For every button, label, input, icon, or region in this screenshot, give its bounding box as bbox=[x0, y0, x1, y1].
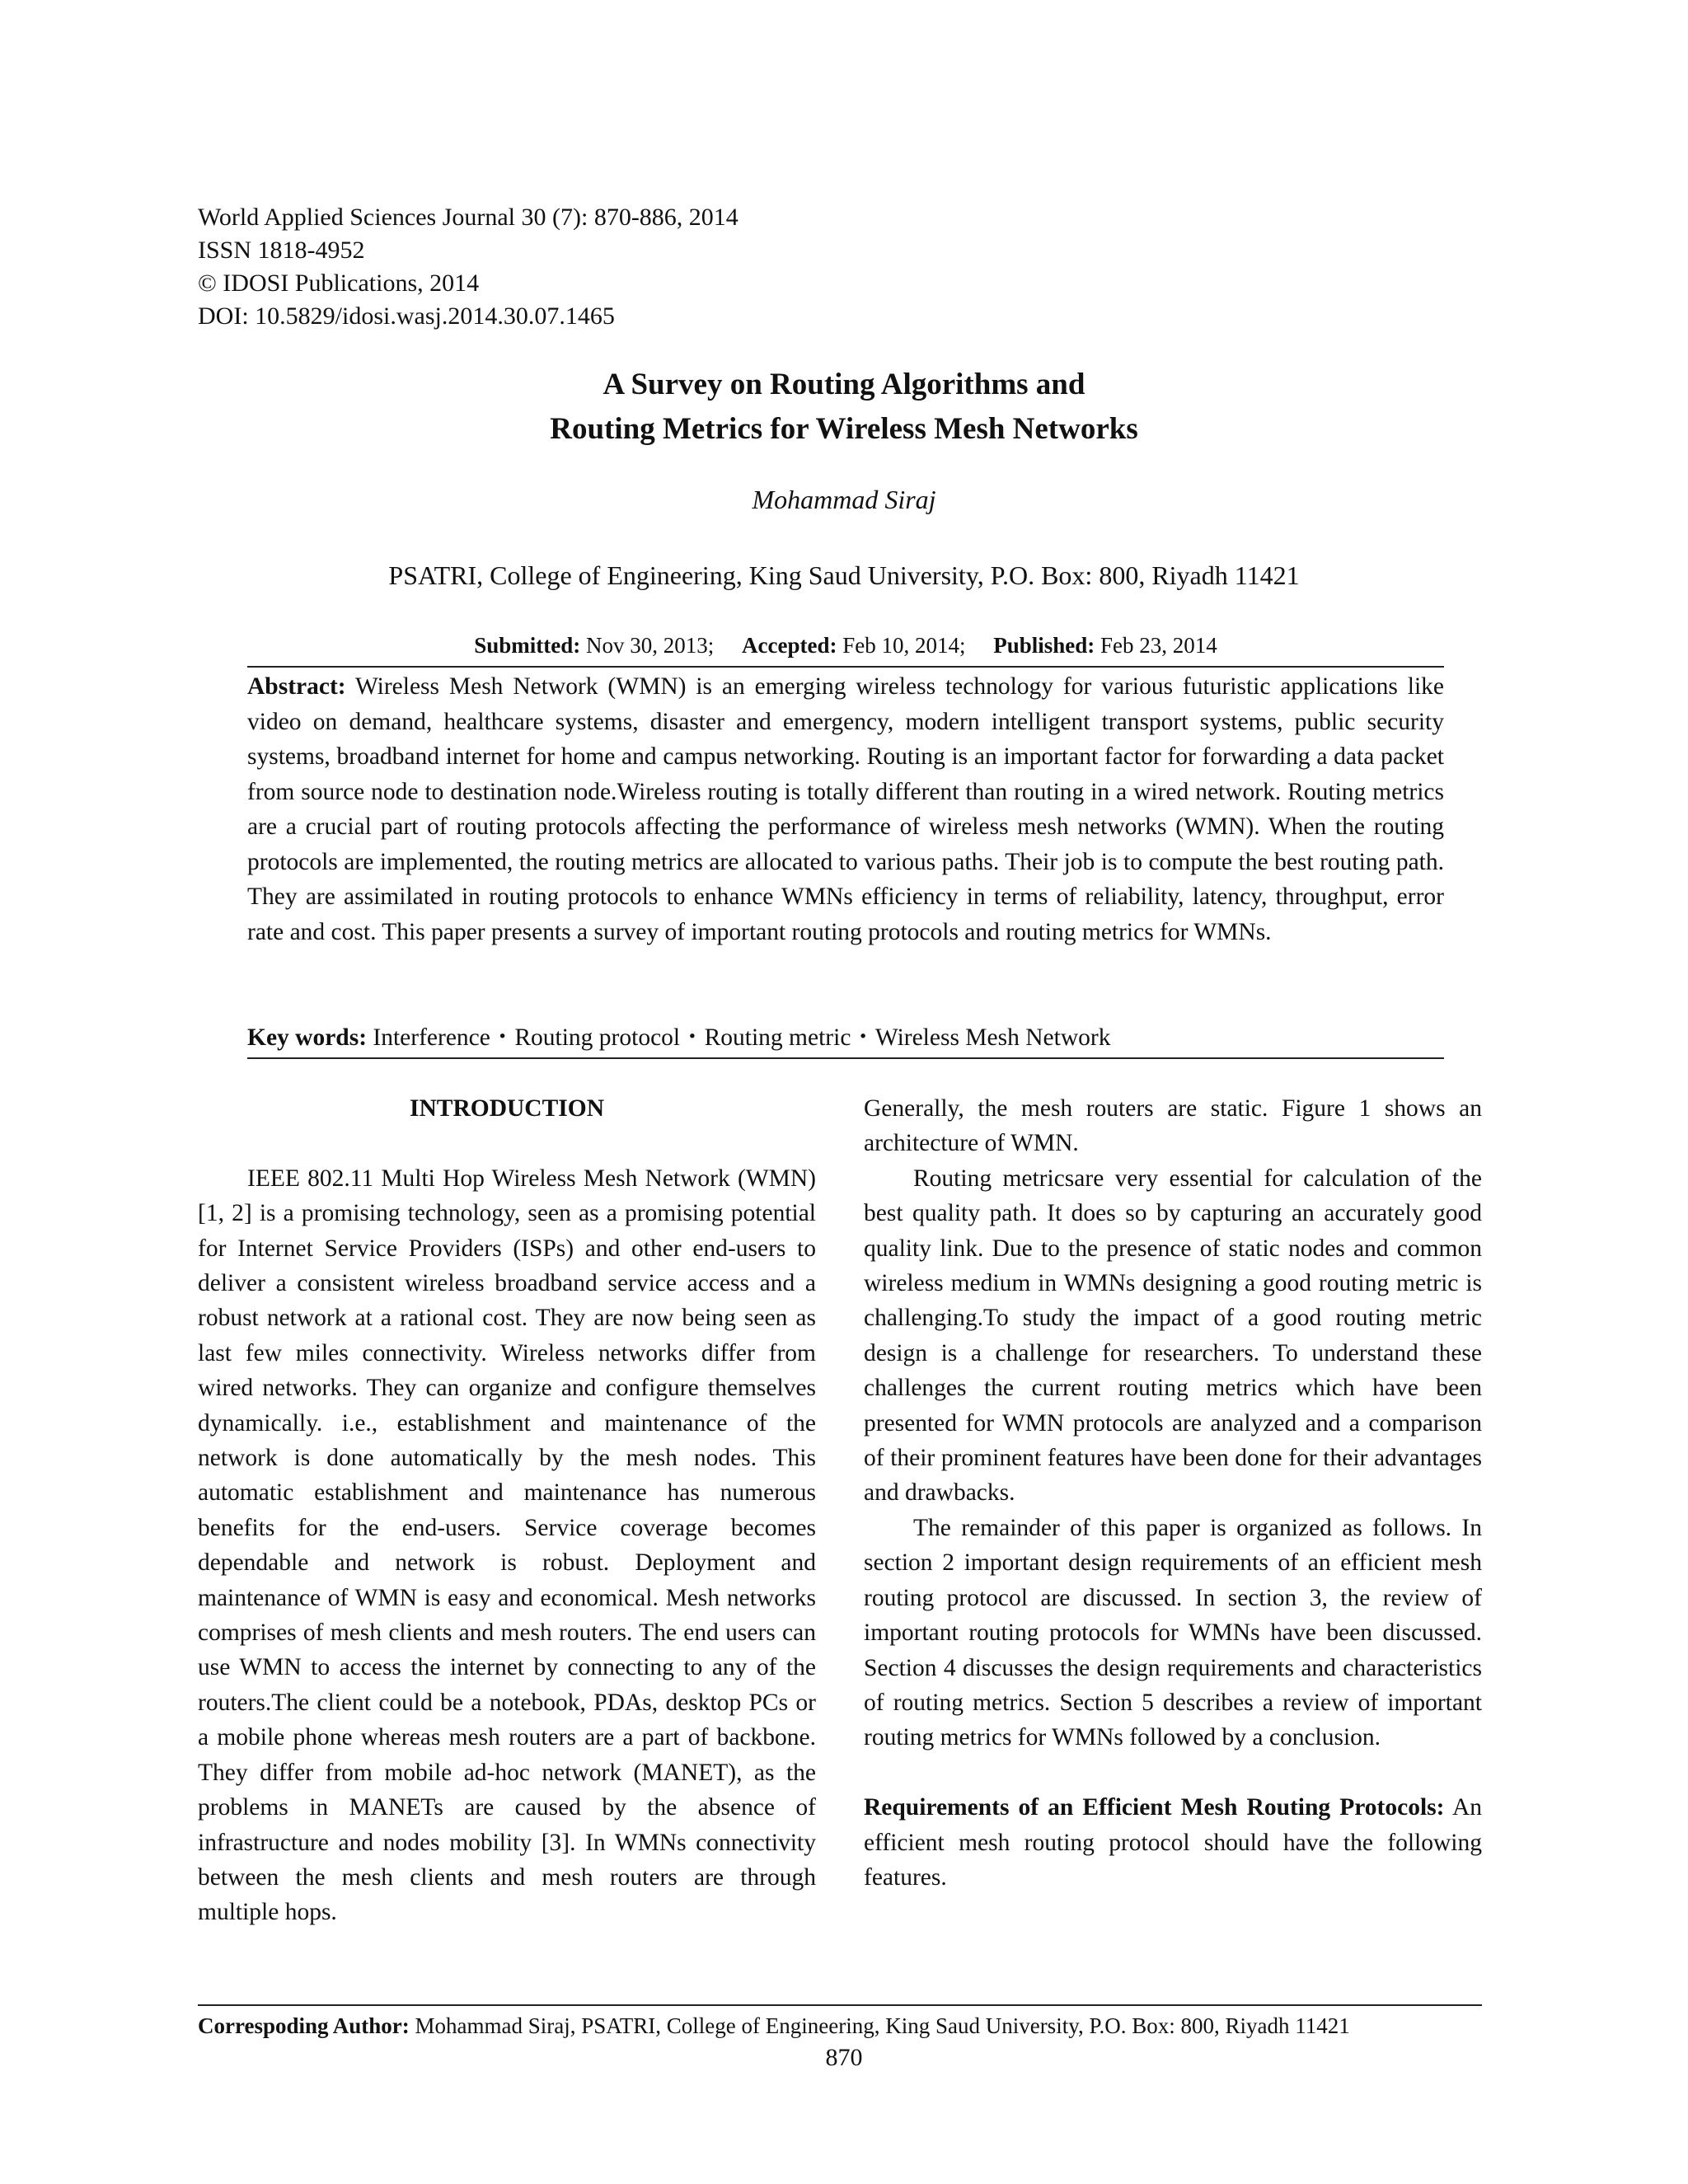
journal-info bbox=[198, 201, 738, 333]
corresponding-author-footnote bbox=[198, 2011, 1482, 2041]
page-number: 870 bbox=[825, 2044, 863, 2071]
section-heading-requirements: Requirements of an Efficient Mesh Routing Protocols: bbox=[864, 1794, 1445, 1821]
footnote-rule bbox=[198, 2004, 1482, 2006]
right-column bbox=[864, 1091, 1482, 1895]
author-name: Mohammad Siraj bbox=[752, 485, 936, 514]
keywords-label: Key words: bbox=[247, 1024, 368, 1051]
intro-paragraph-1: IEEE 802.11 Multi Hop Wireless Mesh Network (WMN) [1, 2] is a promising technology, seen as a promising potential for Internet Service Providers (ISPs) and other end-users to deliver a consistent wireless broadband service access and a robust network at a rational cost. They are now being seen as last few miles connectivity. Wireless networks differ from wired networks. They can organize and configure themselves dynamically. i.e., establishment and maintenance of the network is done automatically by the mesh nodes. This automatic establishment and maintenance has numerous benefits for the end-users. Service coverage becomes dependable and network is robust. Deployment and maintenance of WMN is easy and economical. Mesh networks comprises of mesh clients and mesh routers. The end users can use WMN to access the internet by connecting to any of the routers.The client could be a notebook, PDAs, desktop PCs or a mobile phone whereas mesh routers are a part of backbone. They differ from mobile ad-hoc network (MANET), as the problems in MANETs are caused by the absence of infrastructure and nodes mobility [3]. In WMNs connectivity between the mesh clients and mesh routers are through multiple hops. bbox=[198, 1165, 816, 1926]
journal-doi: DOI: 10.5829/idosi.wasj.2014.30.07.1465 bbox=[198, 302, 615, 330]
accepted-date: Feb 10, 2014; bbox=[842, 633, 966, 658]
published-date: Feb 23, 2014 bbox=[1100, 633, 1217, 658]
paper-title bbox=[0, 363, 1688, 452]
paragraph-gap bbox=[864, 1755, 1482, 1790]
header-rule bbox=[247, 666, 1444, 668]
footnote-text: Mohammad Siraj, PSATRI, College of Engineering, King Saud University, P.O. Box: 800, Riyadh 11421 bbox=[415, 2013, 1350, 2038]
intro-paragraph-3: Routing metricsare very essential for calculation of the best quality path. It does so by capturing an accurately good quality link. Due to the presence of static nodes and common wireless medium in WMNs designing a good routing metric is challenging.To study the impact of a good routing metric design is a challenge for researchers. To understand these challenges the current routing metrics which have been presented for WMN protocols are analyzed and a comparison of their prominent features have been done for their advantages and drawbacks. bbox=[864, 1165, 1482, 1507]
intro-paragraph-4: The remainder of this paper is organized as follows. In section 2 important design requirements of an efficient mesh routing protocol are discussed. In section 3, the review of important routing protocols for WMNs have been discussed. Section 4 discusses the design requirements and characteristics of routing metrics. Section 5 describes a review of important routing metrics for WMNs followed by a conclusion. bbox=[864, 1514, 1482, 1751]
abstract bbox=[247, 669, 1444, 949]
requirements-paragraph bbox=[864, 1790, 1482, 1895]
abstract-text: Wireless Mesh Network (WMN) is an emerging wireless technology for various futuristic applications like video on demand, healthcare systems, disaster and emergency, modern intelligent transport systems, public security systems, broadband internet for home and campus networking. Routing is an important factor for forwarding a data packet from source node to destination node.Wireless routing is totally different than routing in a wired network. Routing metrics are a crucial part of routing protocols affecting the performance of wireless mesh networks (WMN). When the routing protocols are implemented, the routing metrics are allocated to various paths. Their job is to compute the best routing path. They are assimilated in routing protocols to enhance WMNs efficiency in terms of reliability, latency, throughput, error rate and cost. This paper presents a survey of important routing protocols and routing metrics for WMNs. bbox=[247, 673, 1444, 945]
publication-dates bbox=[247, 633, 1444, 658]
journal-issn: ISSN 1818-4952 bbox=[198, 237, 365, 264]
section-heading-introduction: INTRODUCTION bbox=[409, 1095, 605, 1122]
published-label: Published: bbox=[993, 633, 1095, 658]
journal-publisher: © IDOSI Publications, 2014 bbox=[198, 269, 480, 297]
abstract-label: Abstract: bbox=[247, 673, 346, 700]
keywords-text: Interference・Routing protocol・Routing metric・Wireless Mesh Network bbox=[373, 1024, 1111, 1051]
journal-citation: World Applied Sciences Journal 30 (7): 870-886, 2014 bbox=[198, 204, 738, 231]
keywords-rule bbox=[247, 1057, 1444, 1059]
left-column bbox=[198, 1091, 816, 1930]
intro-paragraph-2: Generally, the mesh routers are static. Figure 1 shows an architecture of WMN. bbox=[864, 1095, 1482, 1157]
submitted-label: Submitted: bbox=[474, 633, 581, 658]
keywords bbox=[247, 1020, 1444, 1055]
submitted-date: Nov 30, 2013; bbox=[586, 633, 715, 658]
footnote-label: Correspoding Author: bbox=[198, 2013, 410, 2038]
title-line-2: Routing Metrics for Wireless Mesh Networks bbox=[550, 412, 1138, 446]
requirements-text: An efficient mesh routing protocol should have the following features. bbox=[864, 1794, 1482, 1891]
accepted-label: Accepted: bbox=[742, 633, 837, 658]
author-affiliation: PSATRI, College of Engineering, King Saud University, P.O. Box: 800, Riyadh 11421 bbox=[388, 560, 1300, 590]
title-line-1: A Survey on Routing Algorithms and bbox=[603, 368, 1085, 401]
